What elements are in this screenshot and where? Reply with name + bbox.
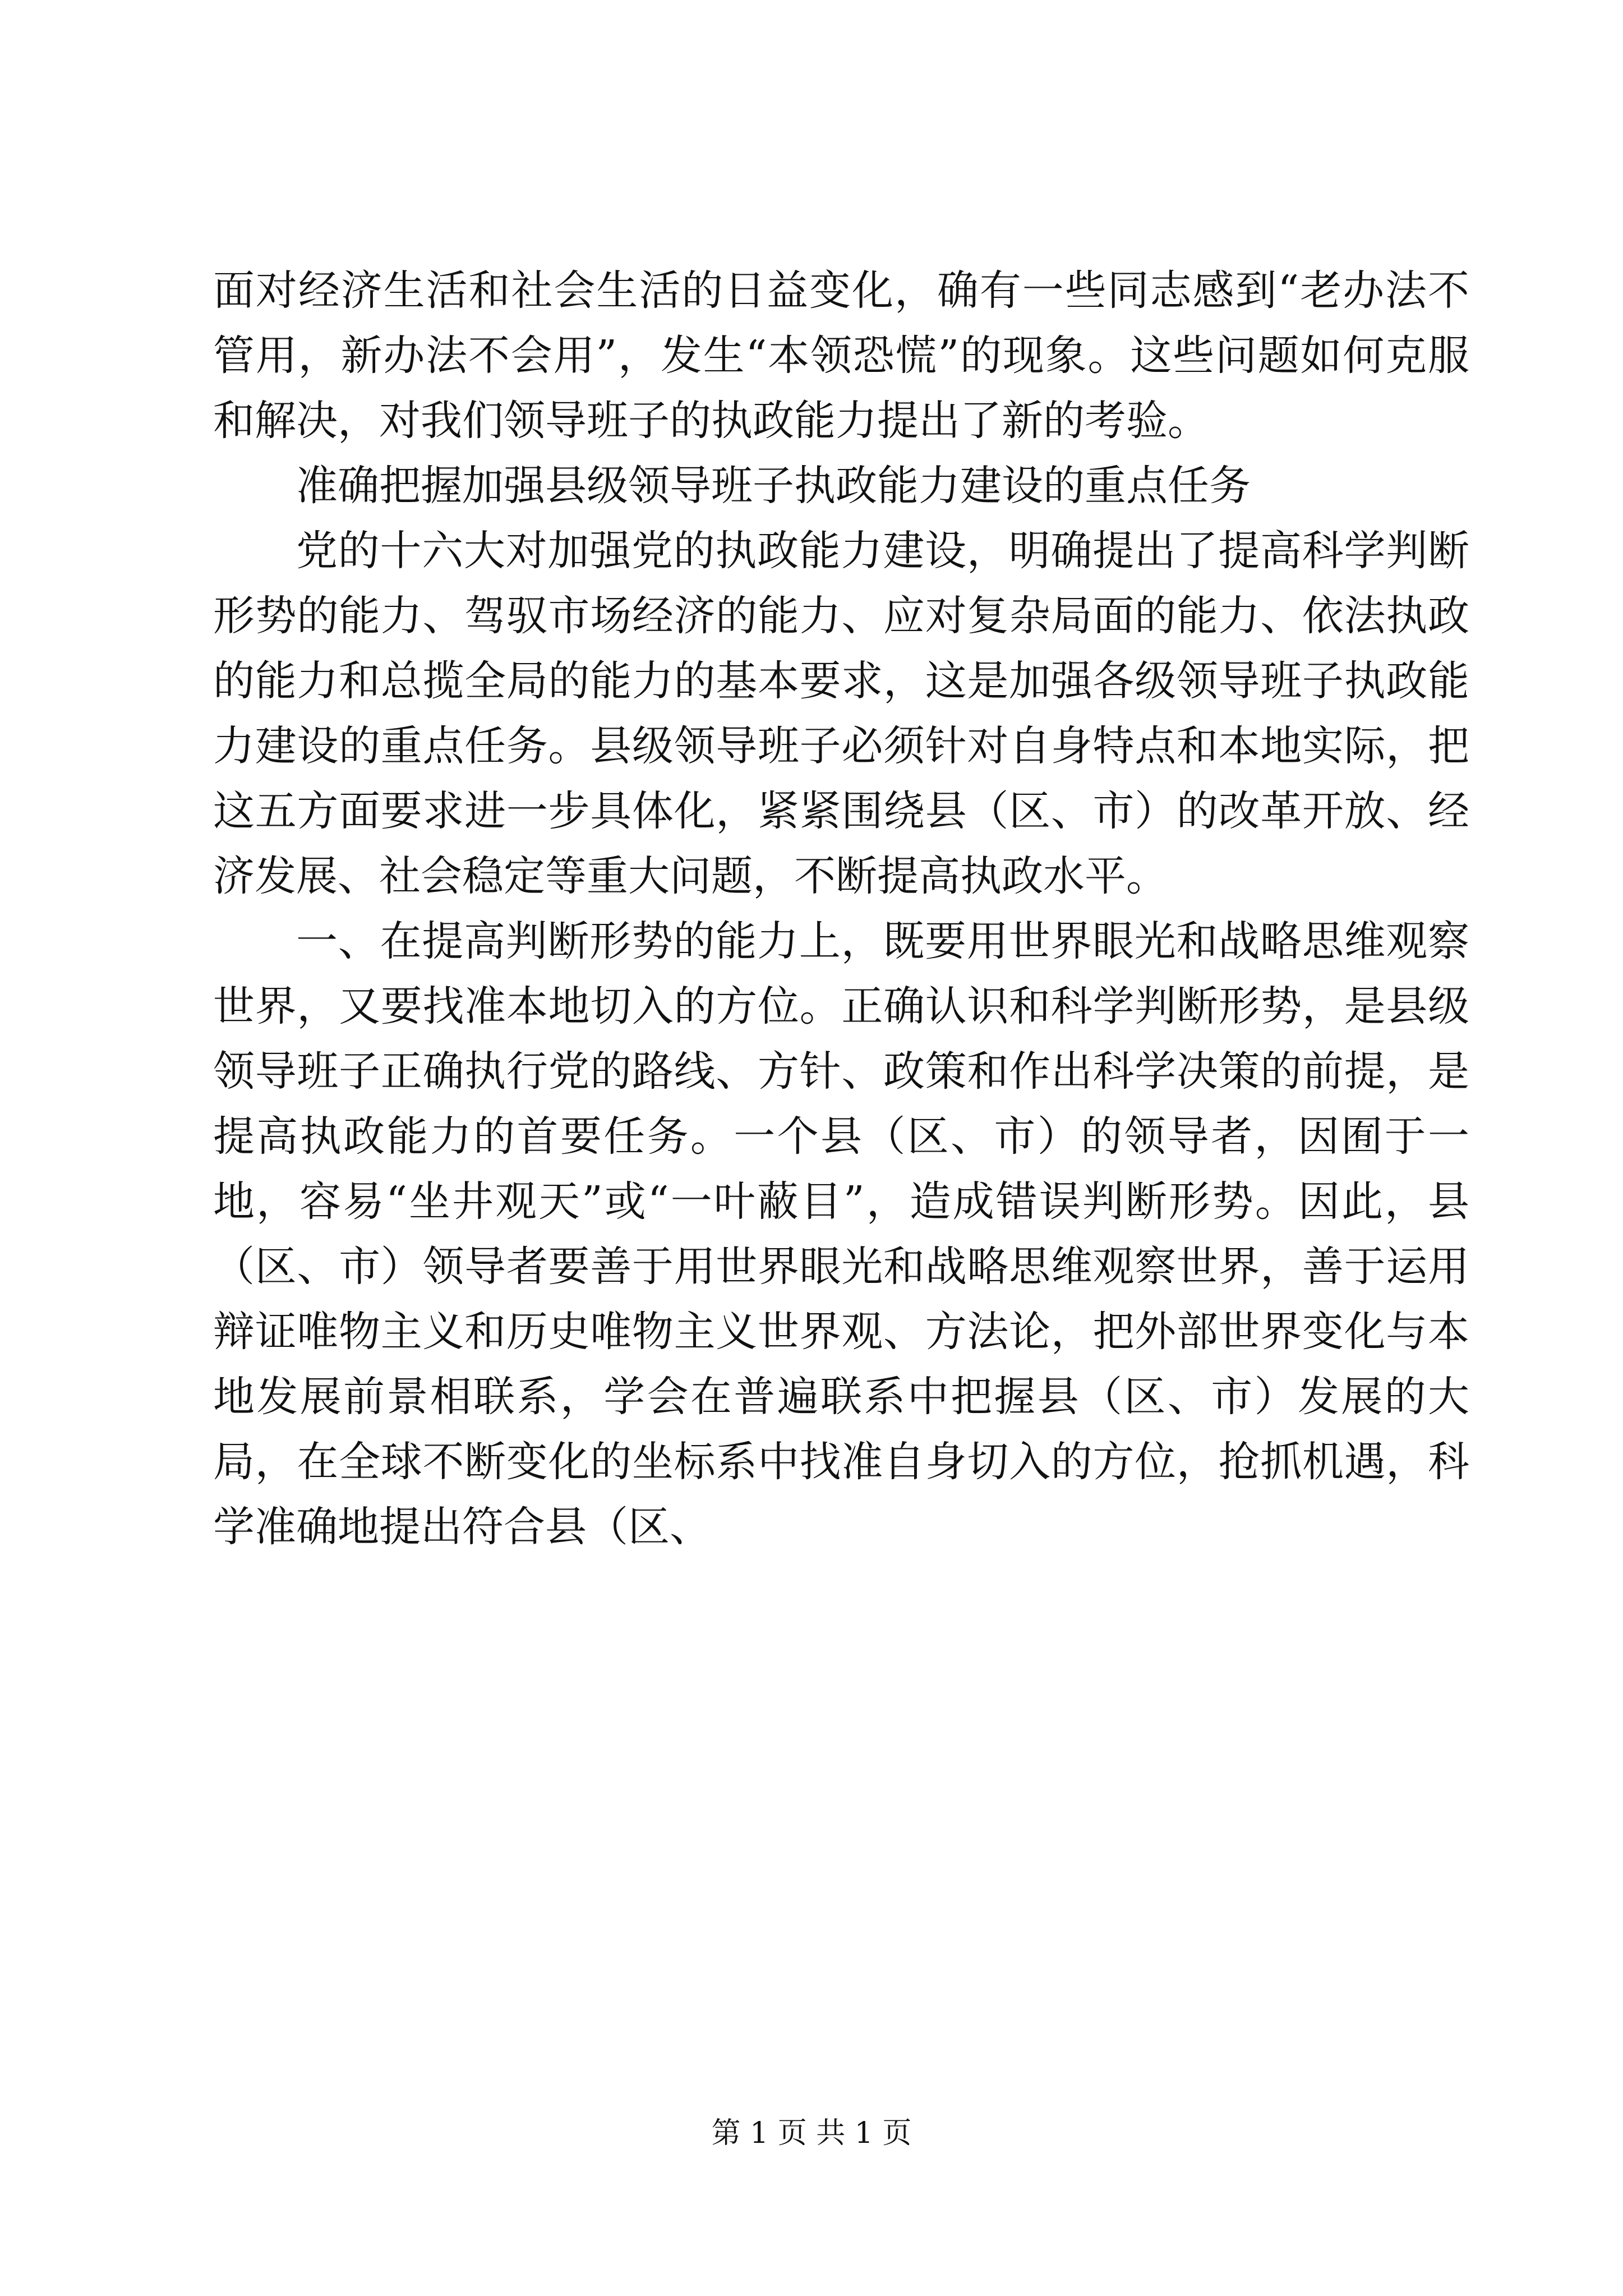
page-footer: 第 1 页 共 1 页 [711,2116,912,2150]
section-heading: 准确把握加强县级领导班子执政能力建设的重点任务 [296,462,1251,510]
document-body [213,258,1469,1559]
paragraph-point-one: 一、在提高判断形势的能力上，既要用世界眼光和战略思维观察世界，又要找准本地切入的方位。正确认识和科学判断形势，是县级领导班子正确执行党的路线、方针、政策和作出科学决策的前提，是提高执政能力的首要任务。一个县（区、市）的领导者，因囿于一地，容易“坐井观天”或“一叶蔽目”，造成错误判断形势。因此，县（区、市）领导者要善于用世界眼光和战略思维观察世界，善于运用辩证唯物主义和历史唯物主义世界观、方法论，把外部世界变化与本地发展前景相联系，学会在普遍联系中把握县（区、市）发展的大局，在全球不断变化的坐标系中找准自身切入的方位，抢抓机遇，科学准确地提出符合县（区、 [213,917,1469,1551]
paragraph-continued: 面对经济生活和社会生活的日益变化，确有一些同志感到“老办法不管用，新办法不会用”，发生“本领恐慌”的现象。这些问题如何克服和解决，对我们领导班子的执政能力提出了新的考验。 [213,266,1469,445]
paragraph-key-tasks: 党的十六大对加强党的执政能力建设，明确提出了提高科学判断形势的能力、驾驭市场经济的能力、应对复杂局面的能力、依法执政的能力和总揽全局的能力的基本要求，这是加强各级领导班子执政能力建设的重点任务。县级领导班子必须针对自身特点和本地实际，把这五方面要求进一步具体化，紧紧围绕县（区、市）的改革开放、经济发展、社会稳定等重大问题，不断提高执政水平。 [213,527,1469,900]
